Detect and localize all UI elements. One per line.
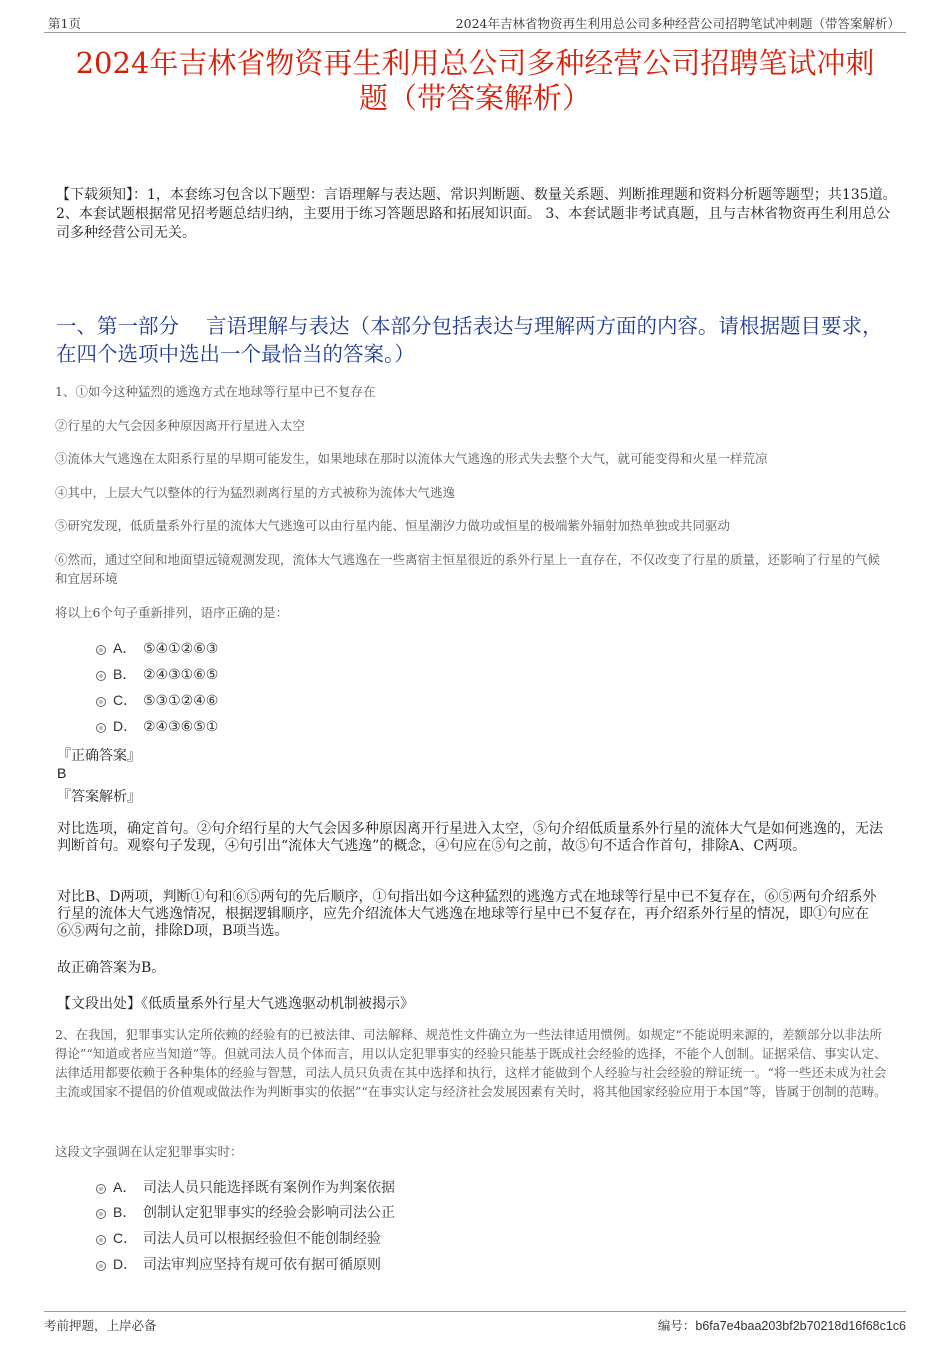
- q1-option-c[interactable]: C． ⑤③①②④⑥: [96, 691, 218, 709]
- q1-sentence-2: ②行星的大气会因多种原因离开行星进入太空: [55, 418, 306, 433]
- q1-sentence-5: ⑤研究发现，低质量系外行星的流体大气逃逸可以由行星内能、恒星潮汐力做功或恒星的极端紫外辐射加热单独或共同驱动: [55, 518, 731, 533]
- page-header: [44, 12, 906, 33]
- q2-option-c[interactable]: C． 司法人员可以根据经验但不能创制经验: [96, 1229, 381, 1247]
- page-footer: [44, 1311, 906, 1332]
- option-text: ②④③⑥⑤①: [143, 719, 219, 735]
- q2-option-a[interactable]: A． 司法人员只能选择既有案例作为判案依据: [96, 1178, 395, 1196]
- option-text: ⑤③①②④⑥: [143, 693, 219, 709]
- q1-prompt: 将以上6个句子重新排列，语序正确的是：: [55, 605, 288, 620]
- radio-icon[interactable]: [96, 1184, 106, 1194]
- answer-label: 『正确答案』: [57, 748, 141, 764]
- q2-option-d[interactable]: D． 司法审判应坚持有规可依有据可循原则: [96, 1255, 381, 1273]
- q1-option-a[interactable]: A． ⑤④①②⑥③: [96, 639, 218, 657]
- option-text: 司法人员可以根据经验但不能创制经验: [143, 1231, 381, 1247]
- footer-code: [658, 1316, 906, 1334]
- footer-slogan: 考前押题，上岸必备: [44, 1318, 157, 1333]
- q2-stem: 2、在我国，犯罪事实认定所依赖的经验有的已被法律、司法解释、规范性文件确立为一些法律适用惯例。如规定“不能说明来源的，差额部分以非法所得论”“知道或者应当知道”等。但就司法人员个体而言，用以认定犯罪事实的经验只能基于既成社会经验的选择，不能个人创制。证据采信、事实认定、法律适用都要依赖于各种集体的经验与智慧，司法人员只负责在其中选择和执行，这样才能做到个人经验与社会经验的辩证统一。“将一些还未成为社会主流或国家不提倡的价值观或做法作为判断事实的依据”“在事实认定与经济社会发展因素有关时，将其他国家经验应用于本国”等，皆属于创制的范畴。: [55, 1027, 887, 1099]
- option-text: 司法人员只能选择既有案例作为判案依据: [143, 1180, 395, 1196]
- q2-option-b[interactable]: B． 创制认定犯罪事实的经验会影响司法公正: [96, 1203, 395, 1221]
- radio-icon[interactable]: [96, 1235, 106, 1245]
- analysis-paragraph-1: 对比选项，确定首句。②句介绍行星的大气会因多种原因离开行星进入太空，⑤句介绍低质量系外行星的流体大气是如何逃逸的，无法判断首句。观察句子发现，④句引出“流体大气逃逸”的概念，④句应在⑤句之前，故⑤句不适合作首句，排除A、C两项。: [57, 821, 883, 854]
- q1-sentence-3: ③流体大气逃逸在太阳系行星的早期可能发生，如果地球在那时以流体大气逃逸的形式失去整个大气，就可能变得和火星一样荒凉: [55, 451, 768, 466]
- page-number: 第1页: [48, 16, 81, 31]
- option-text: ⑤④①②⑥③: [143, 641, 219, 657]
- q1-sentence-6: ⑥然而，通过空间和地面望远镜观测发现，流体大气逃逸在一些离宿主恒星很近的系外行星上一直存在，不仅改变了行星的质量，还影响了行星的气候和宜居环境: [55, 552, 881, 586]
- radio-icon[interactable]: [96, 1209, 106, 1219]
- text-source: 【文段出处】《低质量系外行星大气逃逸驱动机制被揭示》: [57, 996, 414, 1012]
- option-text: 创制认定犯罪事实的经验会影响司法公正: [143, 1205, 395, 1221]
- radio-icon[interactable]: [96, 1261, 106, 1271]
- q1-sentence-1: 1、①如今这种猛烈的逃逸方式在地球等行星中已不复存在: [55, 384, 376, 399]
- radio-icon[interactable]: [96, 723, 106, 733]
- title-line-1: 2024年吉林省物资再生利用总公司多种经营公司招聘笔试冲刺: [75, 46, 875, 80]
- footer-code-value: b6fa7e4baa203bf2b70218d16f68c1c6: [695, 1319, 906, 1333]
- title-line-2: 题（带答案解析）: [358, 81, 591, 115]
- analysis-paragraph-2: 对比B、D两项，判断①句和⑥⑤两句的先后顺序，①句指出如今这种猛烈的逃逸方式在地球等行星中已不复存在，⑥⑤两句介绍系外行星的流体大气逃逸情况，根据逻辑顺序，应先介绍流体大气逃逸在地球等行星中已不复存在，再介绍系外行星的情况，即①句应在⑥⑤两句之前，排除D项，B项当选。: [57, 889, 877, 939]
- analysis-label: 『答案解析』: [57, 789, 141, 805]
- option-text: ②④③①⑥⑤: [143, 667, 219, 683]
- analysis-conclusion: 故正确答案为B。: [57, 960, 166, 976]
- q1-sentence-4: ④其中，上层大气以整体的行为猛烈剥离行星的方式被称为流体大气逃逸: [55, 485, 456, 500]
- radio-icon[interactable]: [96, 645, 106, 655]
- q1-option-d[interactable]: D． ②④③⑥⑤①: [96, 717, 218, 735]
- footer-code-label: 编号：: [657, 1318, 696, 1333]
- answer-value: B: [57, 765, 67, 781]
- option-text: 司法审判应坚持有规可依有据可循原则: [143, 1257, 381, 1273]
- header-doc-title: 2024年吉林省物资再生利用总公司多种经营公司招聘笔试冲刺题（带答案解析）: [455, 16, 900, 31]
- download-notice: 【下载须知】：1，本套练习包含以下题型：言语理解与表达题、常识判断题、数量关系题、判断推理题和资料分析题等题型；共135道。 2、本套试题根据常见招考题总结归纳，主要用于练习答题思路和拓展知识面。 3、本套试题非考试真题，且与吉林省物资再生利用总公司多种经营公司无关。: [56, 187, 897, 241]
- radio-icon[interactable]: [96, 671, 106, 681]
- section-heading: 一、第一部分 言语理解与表达（本部分包括表达与理解两方面的内容。请根据题目要求，在四个选项中选出一个最恰当的答案。）: [56, 314, 883, 366]
- page-title: [40, 46, 910, 116]
- q1-option-b[interactable]: B． ②④③①⑥⑤: [96, 665, 218, 683]
- q2-prompt: 这段文字强调在认定犯罪事实时：: [55, 1144, 243, 1159]
- radio-icon[interactable]: [96, 697, 106, 707]
